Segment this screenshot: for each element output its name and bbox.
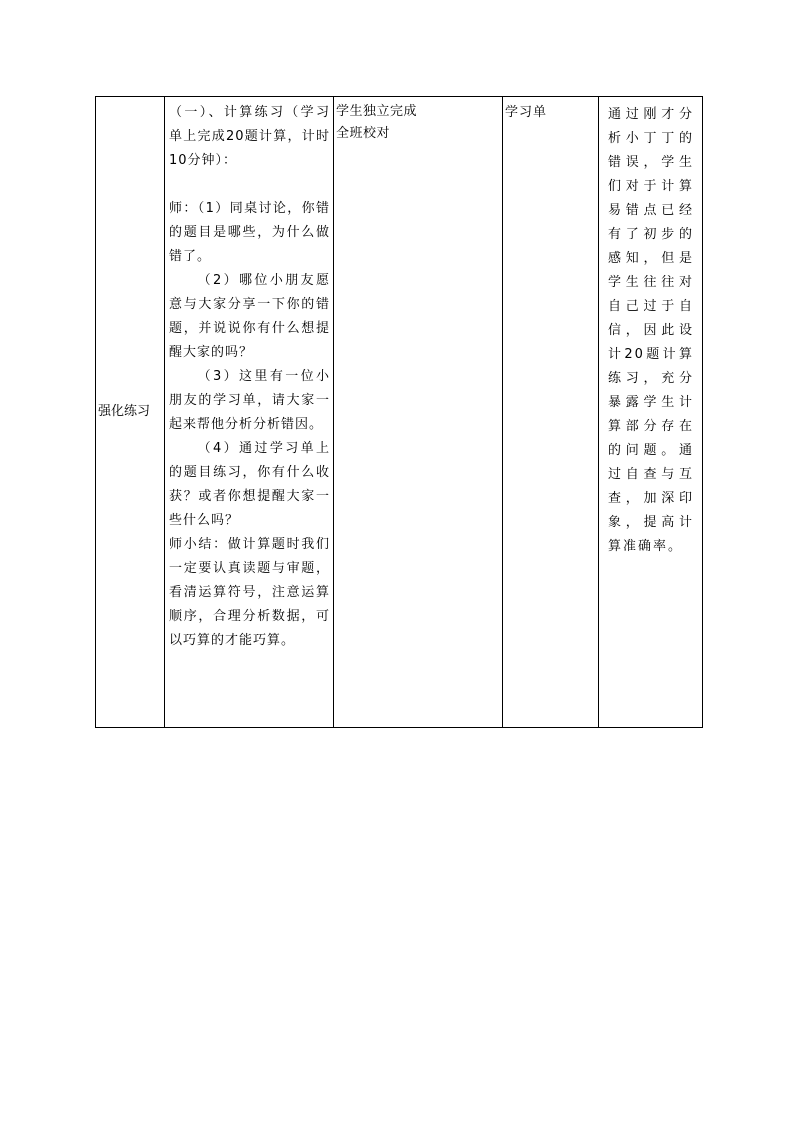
student-activity-line: 全班校对 xyxy=(336,126,391,141)
teacher-question-3: （3）这里有一位小朋友的学习单，请大家一起来帮他分析分析错因。 xyxy=(169,369,330,432)
section-label: 强化练习 xyxy=(98,404,151,419)
student-activity-cell xyxy=(334,97,503,728)
student-activity-line: 学生独立完成 xyxy=(336,104,418,119)
teaching-content-cell xyxy=(165,97,334,728)
teacher-summary: 师小结：做计算题时我们一定要认真读题与审题，看清运算符号，注意运算顺序，合理分析数据，可以巧算的才能巧算。 xyxy=(169,537,330,648)
media-text: 学习单 xyxy=(505,105,548,120)
blank-line xyxy=(169,173,330,197)
teacher-question-2: （2）哪位小朋友愿意与大家分享一下你的错题，并说说你有什么想提醒大家的吗？ xyxy=(169,273,330,360)
exercise-heading: （一）、计算练习（学习单上完成20题计算，计时10分钟）： xyxy=(169,105,330,168)
design-intent-cell xyxy=(599,97,703,728)
section-label-cell xyxy=(96,97,165,728)
teacher-question-4: （4）通过学习单上的题目练习，你有什么收获？或者你想提醒大家一些什么吗？ xyxy=(169,441,330,528)
lesson-plan-table xyxy=(95,96,703,728)
table-row xyxy=(96,97,703,728)
media-cell xyxy=(503,97,599,728)
design-intent-text: 通过刚才分析小丁丁的错误，学生们对于计算易错点已经有了初步的感知，但是学生往往对自己过于自信，因此设计20题计算练习，充分暴露学生计算部分存在的问题。通过自查与互查，加深印象，提高计算准确率。 xyxy=(608,107,694,554)
teacher-question-1: 师：（1）同桌讨论，你错的题目是哪些，为什么做错了。 xyxy=(169,201,330,264)
